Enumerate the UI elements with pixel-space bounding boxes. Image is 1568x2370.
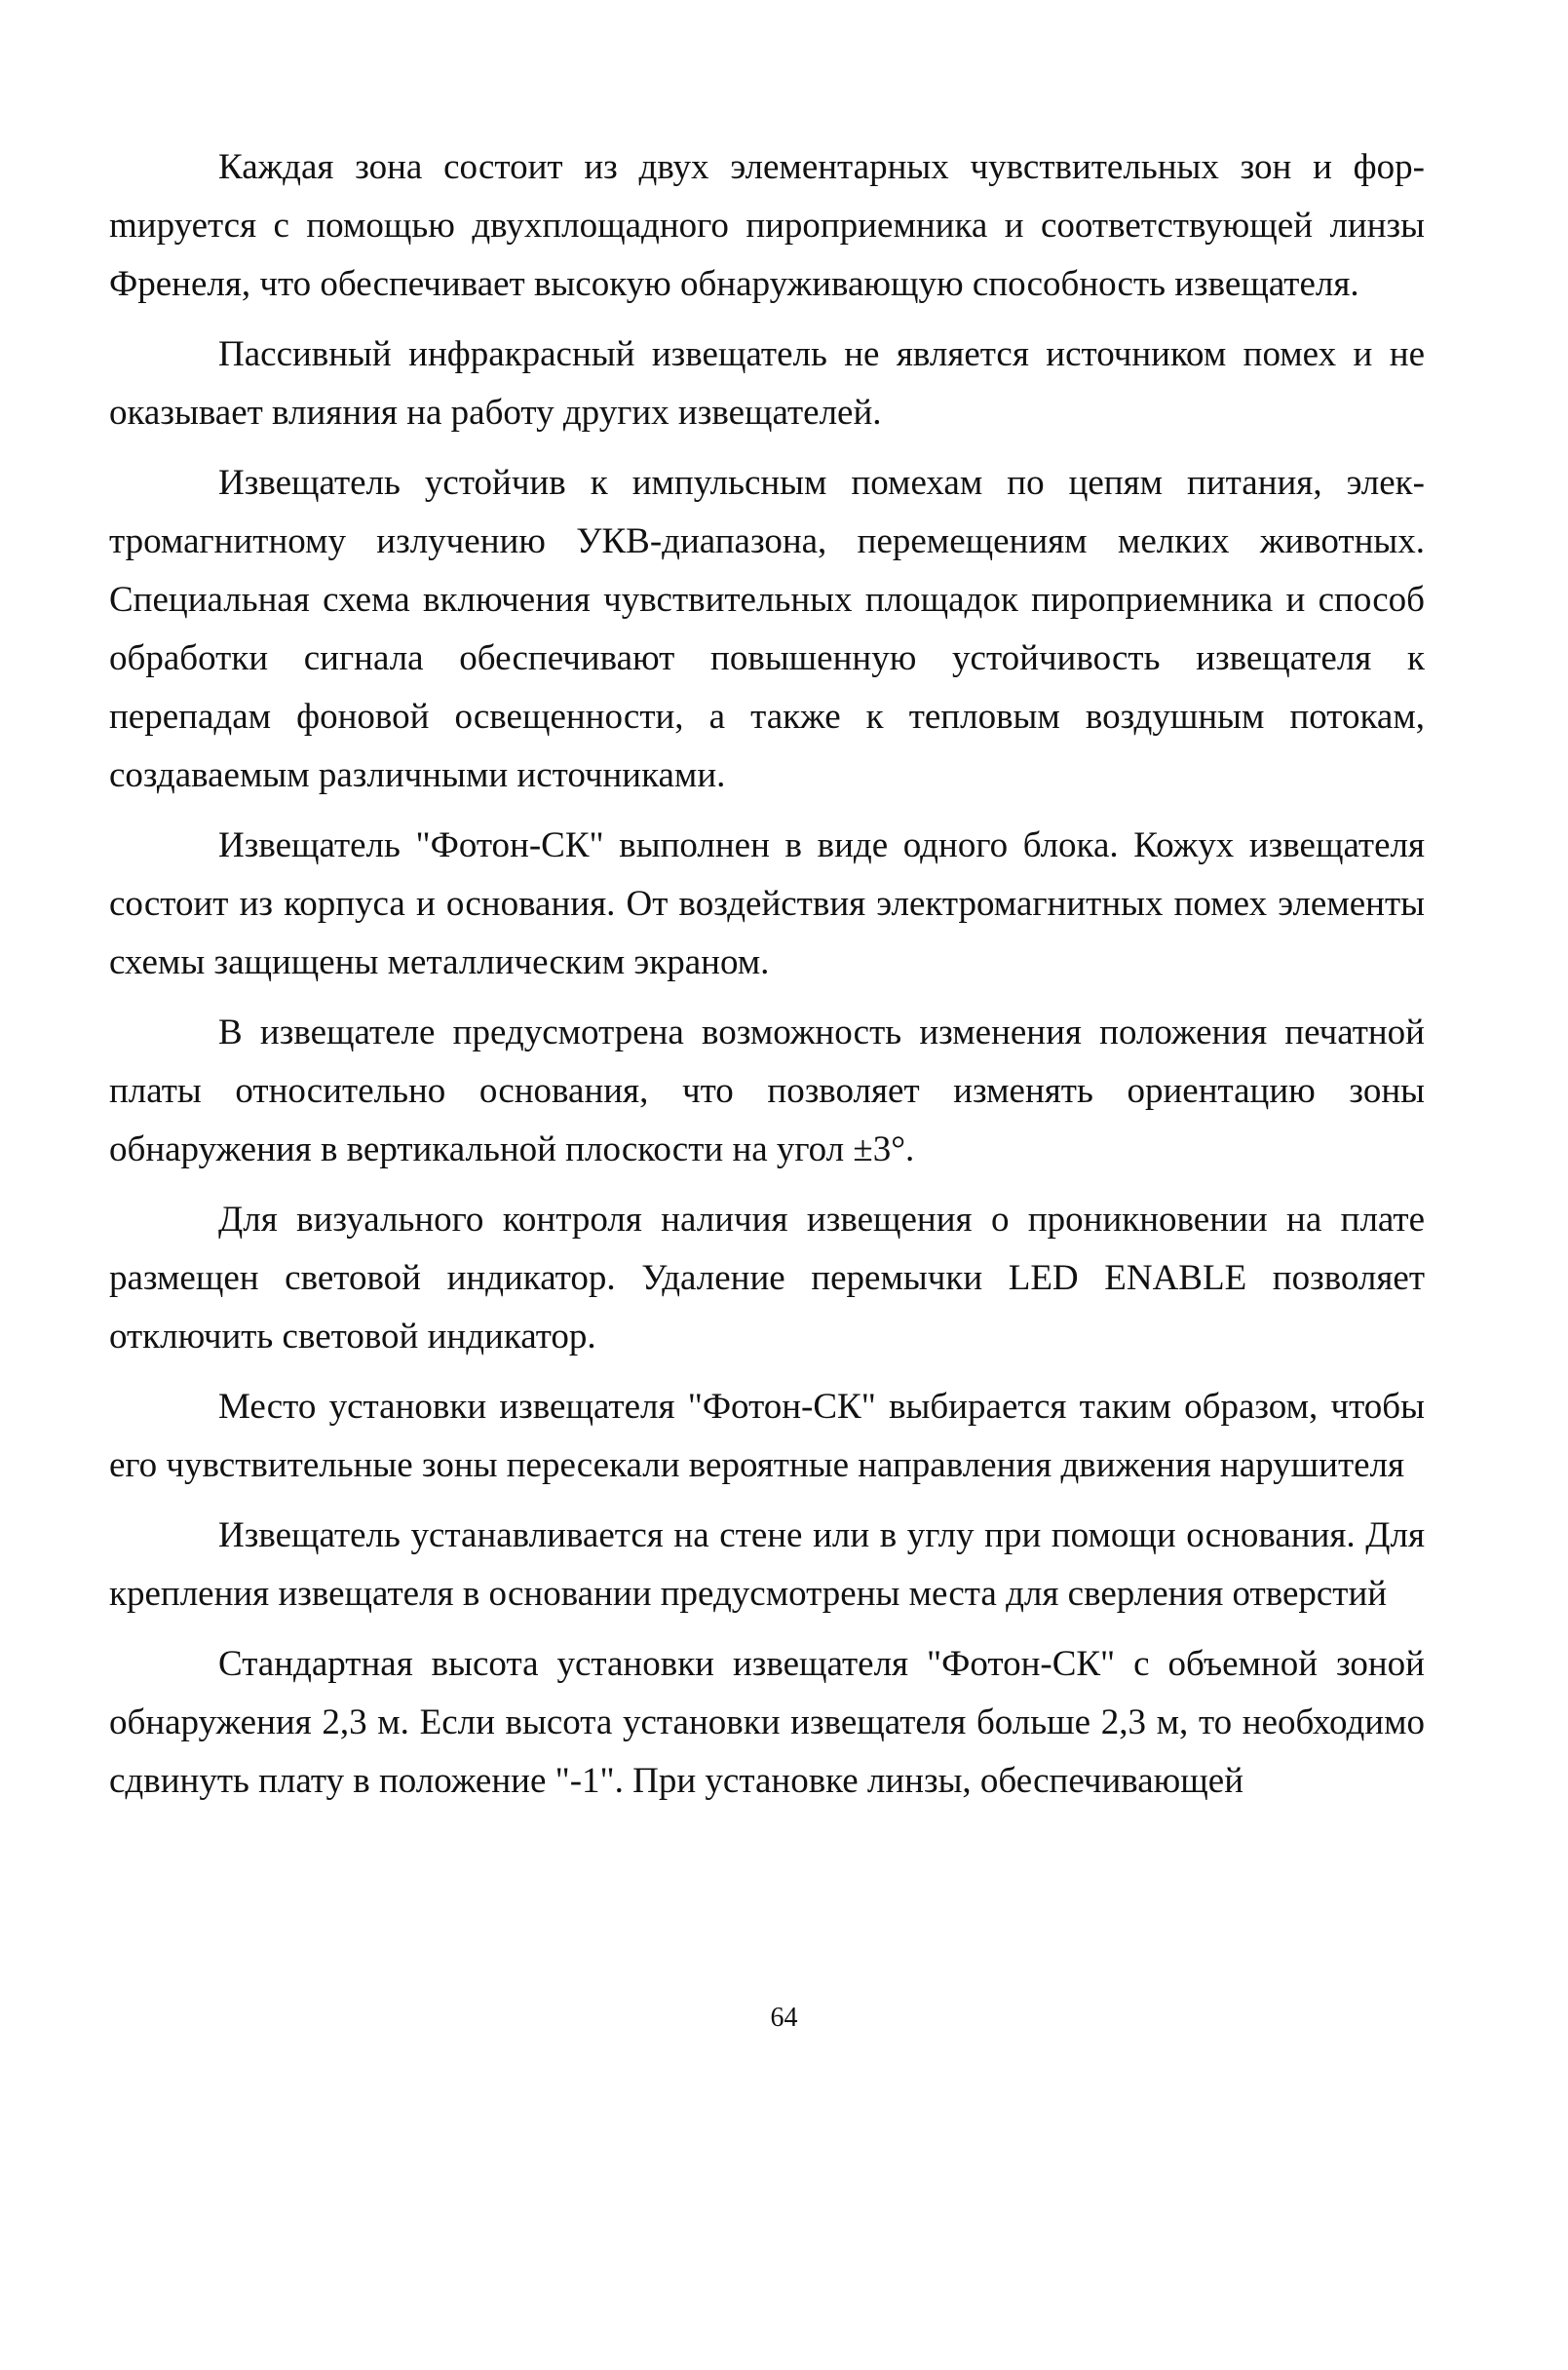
page-number: 64 [770, 2003, 798, 2033]
paragraph-installation-height: Стандартная высота установки извещателя "Фотон-СК" с объемной зоной обнаружения 2,3 м. Если высота установки извещателя больше 2,3 м, то необходимо сдвинуть плату в положение "-1". При установке линзы, обеспечивающей [109, 1644, 1425, 1801]
paragraph-no-interference: Пассивный инфракрасный извещатель не является источником помех и не оказывает влияния на работу других извещателей. [109, 334, 1425, 433]
paragraph-noise-immunity: Извещатель устойчив к импульсным помехам по цепям питания, электромагнитному излучению УКВ-диапазона, перемещениям мелких животных. Специальная схема включения чувствительных площадок пироприемника и способ обработки сигнала обеспечивают повышенную устойчивость извещателя к перепадам фоновой освещенности, а также к тепловым воздушным потокам, создаваемым различными источниками. [109, 463, 1425, 795]
paragraph-housing: Извещатель "Фотон-СК" выполнен в виде одного блока. Кожух извещателя состоит из корпуса и основания. От воздействия электромагнитных помех элементы схемы защищены металлическим экраном. [109, 825, 1425, 982]
paragraph-board-position: В извещателе предусмотрена возможность изменения положения печатной платы относительно основания, что позволяет изменять ориентацию зоны обнаружения в вертикальной плоскости на угол ±3°. [109, 1013, 1425, 1169]
paragraph-sensitive-zones: Каждая зона состоит из двух элементарных чувствительных зон и форmируется с помощью двухплощадного пироприемника и соответствующей линзы Френеля, что обеспечивает высокую обнаруживающую способность извещателя. [109, 147, 1425, 304]
paragraph-installation-location: Место установки извещателя "Фотон-СК" выбирается таким образом, чтобы его чувствительные зоны пересекали вероятные направления движения нарушителя [109, 1387, 1425, 1485]
paragraph-mounting: Извещатель устанавливается на стене или в углу при помощи основания. Для крепления извещателя в основании предусмотрены места для сверления отверстий [109, 1515, 1425, 1614]
paragraph-led-indicator: Для визуального контроля наличия извещения о проникновении на плате размещен световой индикатор. Удаление перемычки LED ENABLE позволяет отключить световой индикатор. [109, 1200, 1425, 1357]
body-text [109, 138, 1425, 1822]
